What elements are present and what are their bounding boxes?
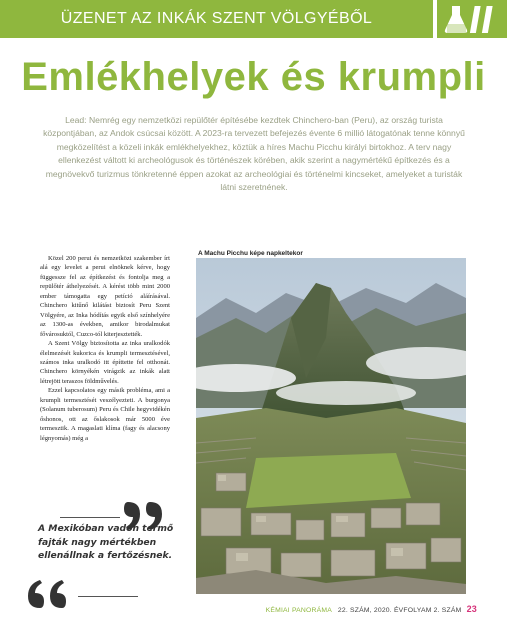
quote-divider bbox=[78, 596, 138, 597]
magazine-logo bbox=[437, 0, 507, 38]
machu-picchu-illustration bbox=[196, 258, 466, 594]
pull-quote: A Mexikóban vadon termő fajták nagy mértékben ellenállnak a fertőzésnek. bbox=[38, 523, 174, 561]
body-paragraph: A Szent Völgy biztosította az inka uralkodók élelmezését kukorica és krumpli termesztésével, számos inka uralkodó itt építtette fel otthonát. Chinchero környékén virágzik az inkák alatt létrejött teraszos földművelés. bbox=[40, 340, 170, 385]
machu-picchu-photo bbox=[196, 258, 466, 594]
photo-caption: A Machu Picchu képe napkeltekor bbox=[198, 250, 303, 257]
lead-paragraph: Lead: Nemrég egy nemzetközi repülőtér építésébe kezdtek Chinchero-ban (Peru), az ország turista központjában, az Andok csúcsai között. A 2023-ra tervezett befejezés évente 6 millió látogatónak tenne könnyű megközelítést a közeli inkák emlékhelyekhez, köztük a híres Machu Picchu királyi birtokhoz. A terv nagy ellenkezést váltott ki archeológusok és történészek körében, akik szerint a nagymértékű építkezés és a megnövekvő turizmus tönkretenné éppen azokat az archeológiai és történelmi kincseket, amelyeket a turisták látni szeretnének. bbox=[43, 115, 465, 193]
header-band bbox=[0, 0, 433, 38]
quote-divider bbox=[60, 517, 120, 518]
body-paragraph: Közel 200 perui és nemzetközi szakember írt alá egy levelet a perui elnöknek kérve, hogy függessze fel az építkezést és fontolja meg a repülőtér áthelyezését. A kérést több mint 2000 ember támogatta egy petíció aláírásával. Chinchero kitűnő kilátást biztosít Peru Szent Völgyére, az Inka hódítás egyik első színhelyére az 1300-as években, amikor birodalmukat fővárosuktól, Cuzco-tól kiterjesztették. bbox=[40, 255, 170, 338]
flask-icon bbox=[443, 4, 503, 34]
opening-quote-icon bbox=[26, 578, 72, 610]
body-paragraph: Ezzel kapcsolatos egy másik probléma, ami a krumpli termesztését veszélyezteti. A burgonya (Solanum tuberosum) Peru és Chile hegyvidékén őshonos, ott az őslakosok már 5000 éve termesztik. A magaslati klíma (fagy és alacsony légnyomás) még a bbox=[40, 387, 170, 442]
page-number: 23 bbox=[466, 604, 477, 614]
body-column bbox=[40, 254, 170, 443]
section-kicker: ÜZENET AZ INKÁK SZENT VÖLGYÉBŐL bbox=[60, 10, 373, 27]
page-footer bbox=[266, 604, 477, 614]
issue-info: 22. SZÁM, 2020. ÉVFOLYAM 2. SZÁM bbox=[337, 607, 462, 614]
magazine-name: KÉMIAI PANORÁMA bbox=[265, 607, 332, 614]
page-title: Emlékhelyek és krumpli bbox=[21, 55, 486, 99]
